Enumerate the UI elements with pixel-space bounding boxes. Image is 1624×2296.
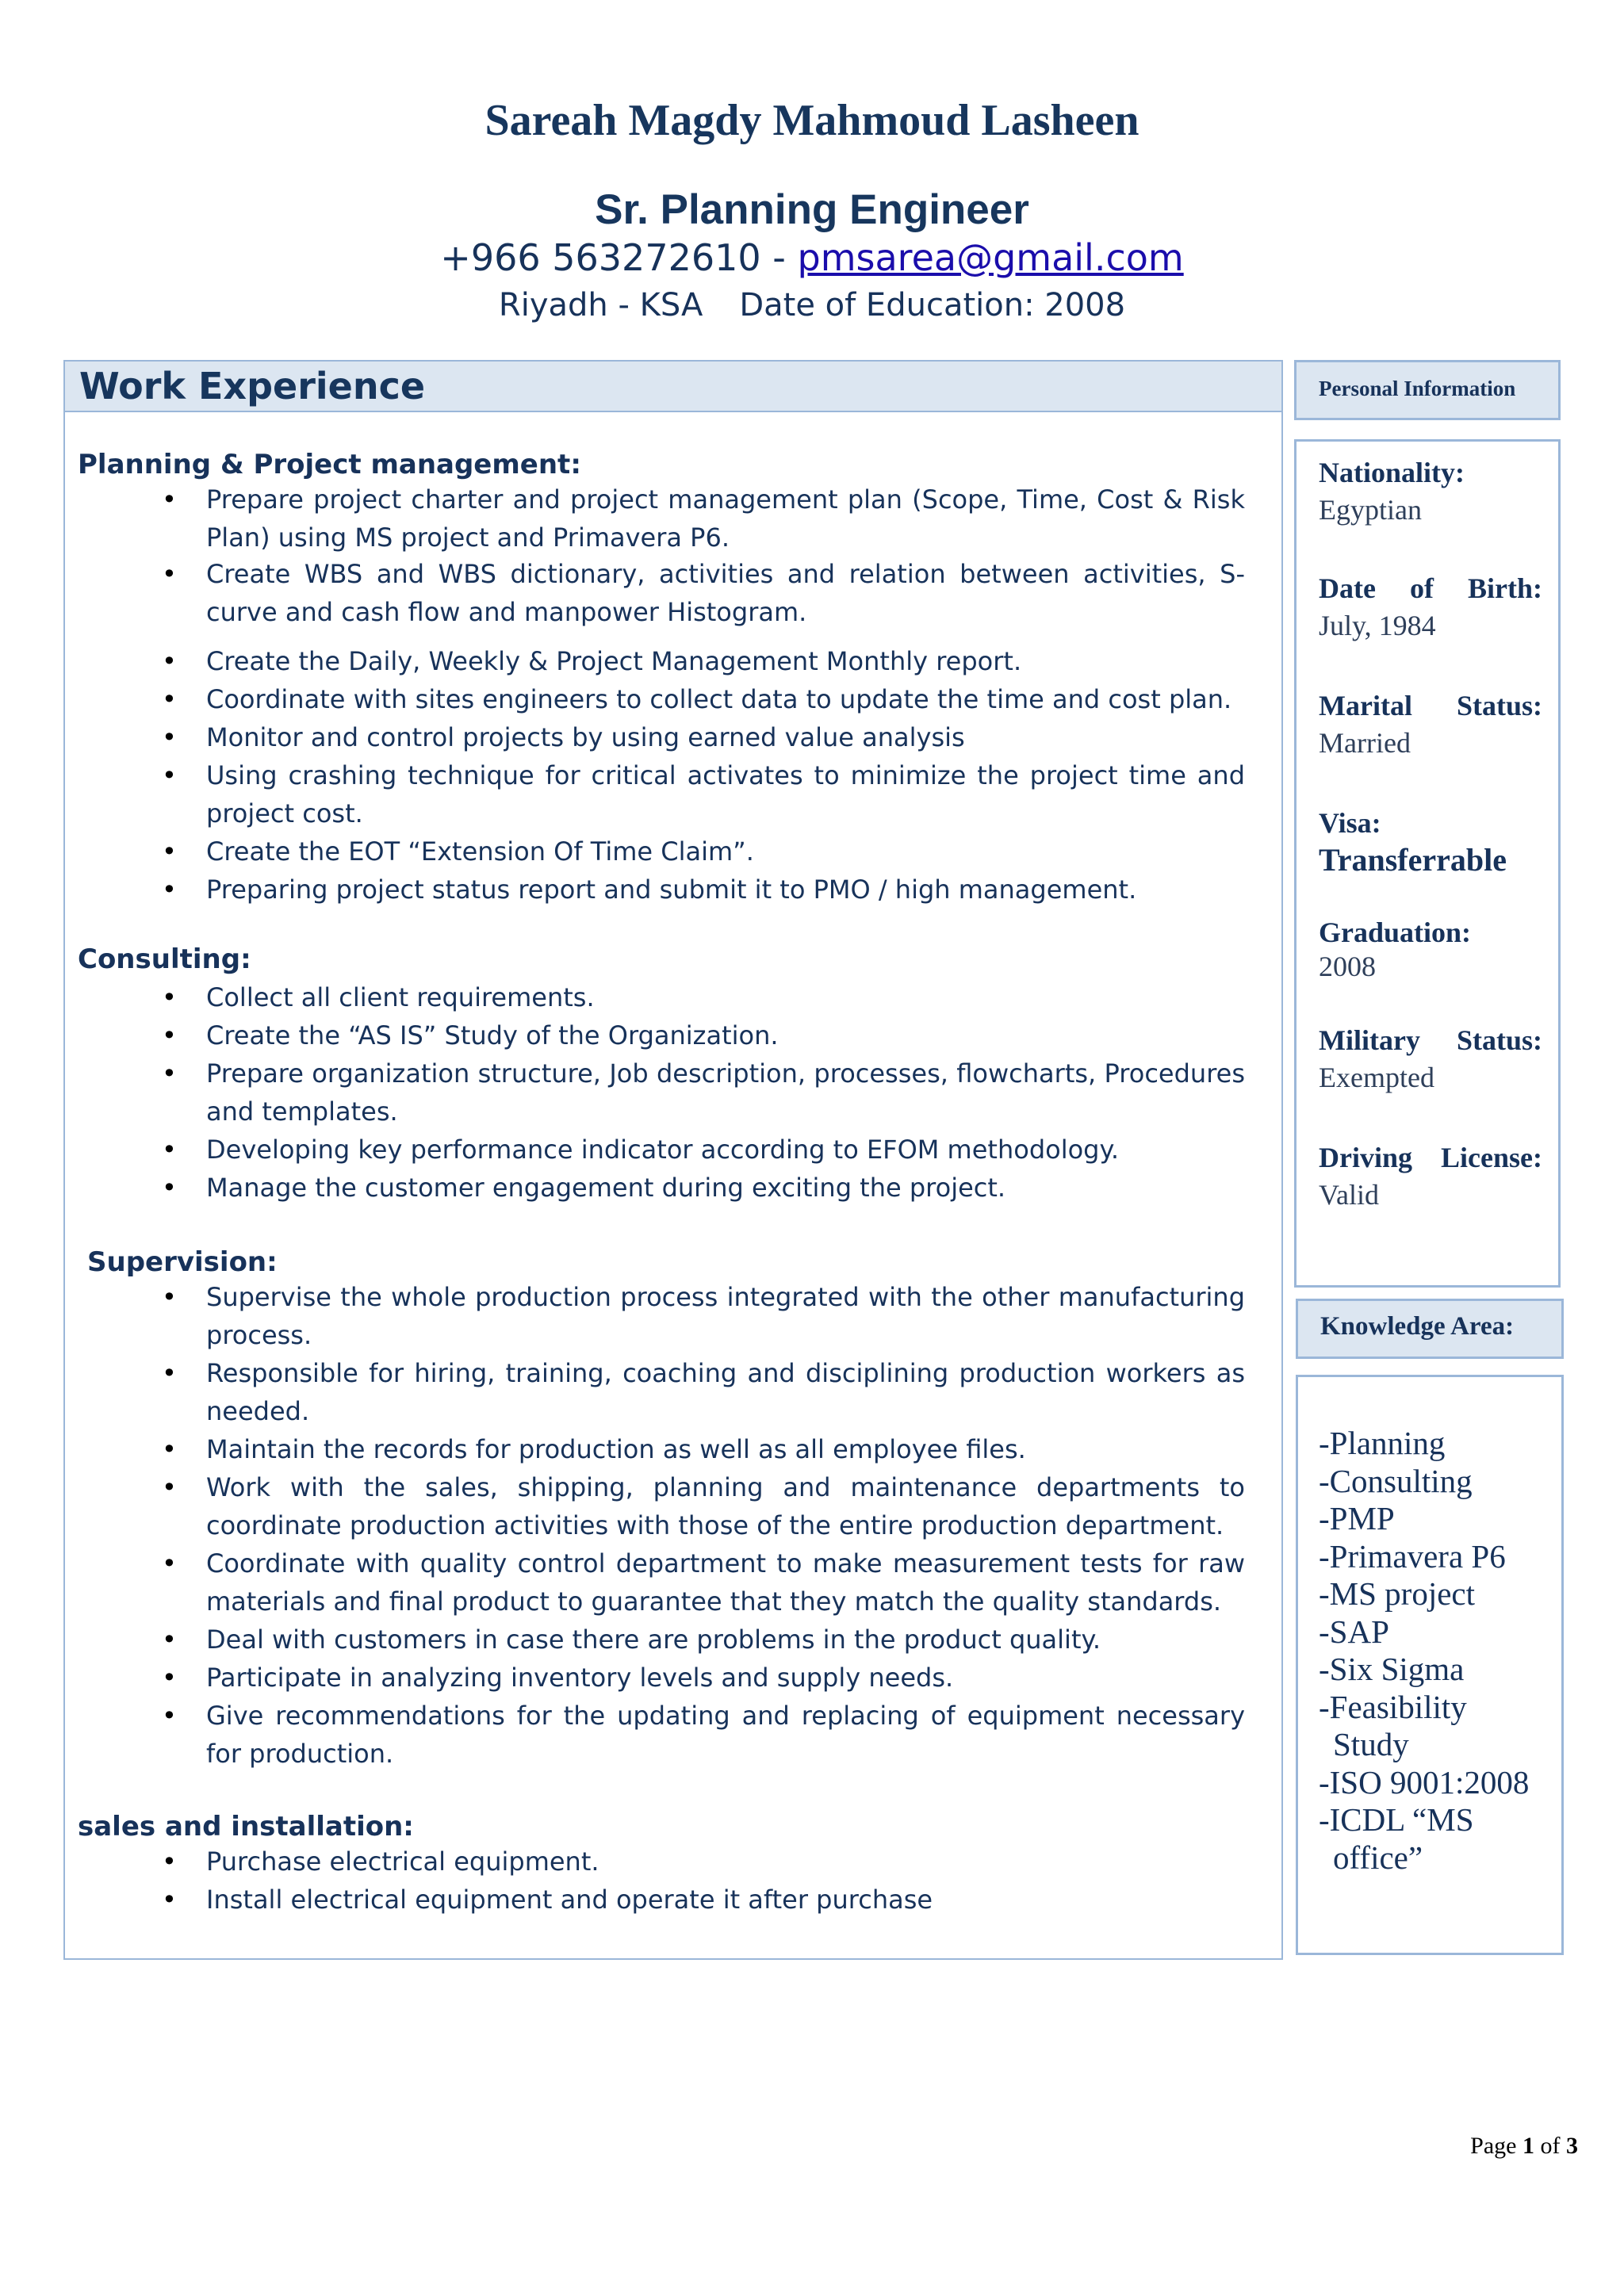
page-total: 3 bbox=[1566, 2133, 1578, 2159]
list-item: • Manage the customer engagement during exciting the project. bbox=[206, 1169, 1245, 1207]
list-item: • Create the Daily, Weekly & Project Management Monthly report. bbox=[206, 642, 1245, 680]
supervision-list bbox=[206, 1278, 1245, 1773]
list-item: • Developing key performance indicator according to EFOM methodology. bbox=[206, 1131, 1245, 1169]
work-experience-title: Work Experience bbox=[79, 365, 426, 408]
knowledge-area-panel bbox=[1296, 1375, 1564, 1955]
graduation-value: 2008 bbox=[1319, 951, 1376, 982]
page-number bbox=[1470, 2133, 1578, 2160]
list-item: -Six Sigma bbox=[1319, 1651, 1465, 1687]
list-item: • Collect all client requirements. bbox=[206, 978, 1245, 1016]
list-item: -ICDL “MS office” bbox=[1319, 1801, 1474, 1876]
location: Riyadh - KSA bbox=[498, 287, 703, 323]
list-item: • Maintain the records for production as well as all employee files. bbox=[206, 1430, 1245, 1468]
job-title: Sr. Planning Engineer bbox=[595, 186, 1029, 233]
visa-field bbox=[1319, 805, 1542, 879]
list-item: • Monitor and control projects by using earned value analysis bbox=[206, 718, 1245, 756]
dob-field bbox=[1319, 570, 1542, 645]
list-item: • Work with the sales, shipping, planning and maintenance departments to coordinate production activities with those of the entire production department. bbox=[206, 1468, 1245, 1544]
list-item: -PMP bbox=[1319, 1500, 1395, 1536]
nationality-value: Egyptian bbox=[1319, 494, 1422, 526]
list-item: • Purchase electrical equipment. bbox=[206, 1843, 1245, 1881]
list-item: • Using crashing technique for critical activates to minimize the project time and project cost. bbox=[206, 756, 1245, 832]
page-prefix: Page bbox=[1470, 2133, 1522, 2159]
list-item: -Primavera P6 bbox=[1319, 1537, 1506, 1575]
list-item: -Planning bbox=[1319, 1425, 1446, 1461]
list-item: • Deal with customers in case there are problems in the product quality. bbox=[206, 1621, 1245, 1659]
page-current: 1 bbox=[1522, 2133, 1534, 2159]
list-item: • Preparing project status report and submit it to PMO / high management. bbox=[206, 871, 1245, 909]
candidate-name: Sareah Magdy Mahmoud Lasheen bbox=[485, 96, 1139, 145]
list-item: -Feasibility Study bbox=[1319, 1688, 1467, 1762]
list-item: • Create WBS and WBS dictionary, activities and relation between activities, S-curve and cash flow and manpower Histogram. bbox=[206, 555, 1245, 631]
graduation-label: Graduation: bbox=[1319, 916, 1472, 948]
contact-separator: - bbox=[760, 236, 798, 279]
email-link[interactable]: pmsarea@gmail.com bbox=[797, 236, 1184, 279]
list-item: • Prepare project charter and project management plan (Scope, Time, Cost & Risk Plan) using MS project and Primavera P6. bbox=[206, 480, 1245, 557]
visa-label: Visa: bbox=[1319, 807, 1381, 839]
license-value: Valid bbox=[1319, 1179, 1379, 1211]
military-label: Military Status: bbox=[1319, 1024, 1542, 1056]
sales-list bbox=[206, 1843, 1245, 1919]
consulting-list bbox=[206, 978, 1245, 1207]
list-item: • Create the “AS IS” Study of the Organization. bbox=[206, 1016, 1245, 1054]
nationality-label: Nationality: bbox=[1319, 457, 1465, 488]
knowledge-area-header bbox=[1296, 1299, 1564, 1359]
planning-list bbox=[206, 480, 1245, 909]
list-item: • Create the EOT “Extension Of Time Claim”. bbox=[206, 832, 1245, 871]
personal-info-title: Personal Information bbox=[1319, 377, 1516, 400]
page-middle: of bbox=[1534, 2133, 1566, 2159]
personal-info-panel bbox=[1294, 439, 1561, 1288]
graduation-field bbox=[1319, 914, 1542, 982]
military-value: Exempted bbox=[1319, 1062, 1434, 1093]
marital-value: Married bbox=[1319, 727, 1411, 759]
list-item: -ISO 9001:2008 bbox=[1319, 1763, 1530, 1800]
nationality-field bbox=[1319, 454, 1542, 529]
license-field bbox=[1319, 1139, 1542, 1214]
section-heading-consulting: Consulting: bbox=[78, 943, 251, 975]
list-item: • Supervise the whole production process integrated with the other manufacturing process. bbox=[206, 1278, 1245, 1354]
dob-value: July, 1984 bbox=[1319, 610, 1436, 641]
list-item: • Prepare organization structure, Job description, processes, flowcharts, Procedures and templates. bbox=[206, 1054, 1245, 1131]
list-item: -Consulting bbox=[1319, 1462, 1473, 1499]
section-heading-planning: Planning & Project management: bbox=[78, 449, 581, 480]
education-date: Date of Education: 2008 bbox=[739, 287, 1126, 323]
list-item: • Coordinate with quality control department to make measurement tests for raw materials and final product to guarantee that they match the quality standards. bbox=[206, 1544, 1245, 1621]
military-field bbox=[1319, 1022, 1542, 1096]
dob-label: Date of Birth: bbox=[1319, 572, 1542, 604]
phone-number: +966 563272610 bbox=[440, 236, 761, 279]
visa-value: Transferrable bbox=[1319, 842, 1507, 878]
license-label: Driving License: bbox=[1319, 1142, 1542, 1173]
marital-field bbox=[1319, 687, 1542, 762]
work-experience-header bbox=[63, 360, 1283, 412]
marital-label: Marital Status: bbox=[1319, 690, 1542, 721]
list-item: • Install electrical equipment and operate it after purchase bbox=[206, 1881, 1245, 1919]
list-item: • Responsible for hiring, training, coaching and disciplining production workers as needed. bbox=[206, 1354, 1245, 1430]
location-line bbox=[0, 287, 1624, 323]
list-item: • Give recommendations for the updating and replacing of equipment necessary for production. bbox=[206, 1697, 1245, 1773]
list-item: • Coordinate with sites engineers to collect data to update the time and cost plan. bbox=[206, 680, 1245, 718]
list-item: • Participate in analyzing inventory levels and supply needs. bbox=[206, 1659, 1245, 1697]
knowledge-area-list bbox=[1319, 1425, 1529, 1877]
knowledge-area-title: Knowledge Area: bbox=[1320, 1312, 1515, 1341]
section-heading-supervision: Supervision: bbox=[87, 1246, 278, 1278]
section-heading-sales: sales and installation: bbox=[78, 1811, 414, 1843]
list-item: -SAP bbox=[1319, 1613, 1389, 1650]
personal-info-header bbox=[1294, 360, 1561, 420]
list-item: -MS project bbox=[1319, 1575, 1475, 1612]
contact-line bbox=[0, 236, 1624, 279]
